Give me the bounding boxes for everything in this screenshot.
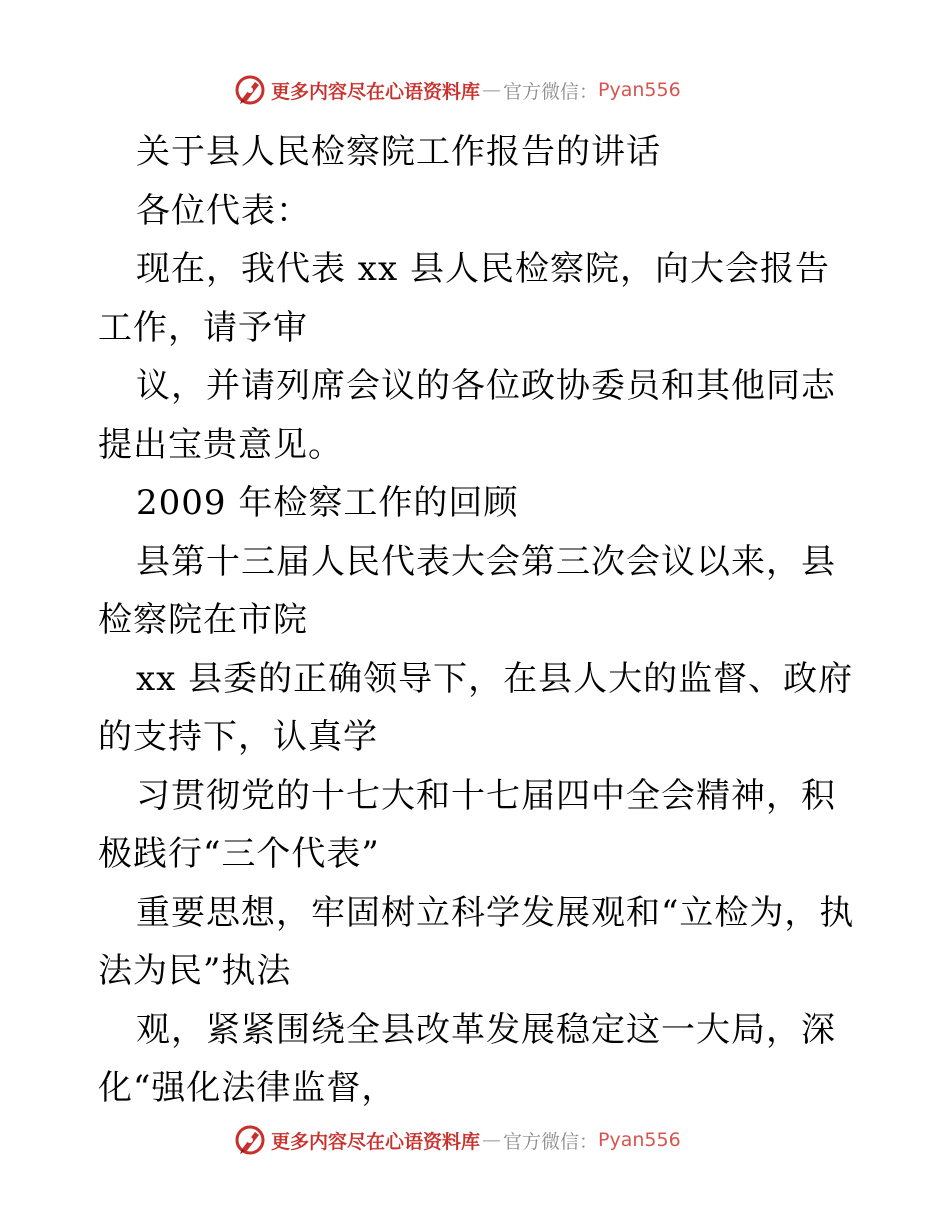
document-paragraph: xx 县委的正确领导下，在县人大的监督、政府的支持下，认真学 xyxy=(98,658,854,757)
banner-main-text: 更多内容尽在心语资料库 xyxy=(271,1130,481,1153)
banner-sub-text: 官方微信： xyxy=(503,1130,599,1153)
pen-circle-logo-icon xyxy=(233,1123,267,1157)
document-paragraph: 重要思想，牢固树立科学发展观和“立检为，执法为民”执法 xyxy=(98,892,855,991)
document-paragraph: 议，并请列席会议的各位政协委员和其他同志提出宝贵意见。 xyxy=(98,366,836,465)
footer-banner xyxy=(233,1120,681,1160)
document-paragraph: 习贯彻党的十七大和十七届四中全会精神，积极践行“三个代表” xyxy=(98,775,836,874)
document-paragraph: 2009 年检察工作的回顾 xyxy=(136,483,519,523)
document-title: 关于县人民检察院工作报告的讲话 xyxy=(136,132,661,172)
document-paragraph: 县第十三届人民代表大会第三次会议以来，县检察院在市院 xyxy=(98,541,836,640)
banner-main-text: 更多内容尽在心语资料库 xyxy=(271,80,481,103)
banner-dash: — xyxy=(482,79,502,101)
document-paragraph: 观，紧紧围绕全县改革发展稳定这一大局，深化“强化法律监督， xyxy=(98,1009,836,1108)
document-paragraph: 现在，我代表 xx 县人民检察院，向大会报告工作，请予审 xyxy=(98,249,830,348)
header-banner xyxy=(233,70,681,110)
pen-circle-logo-icon xyxy=(233,73,267,107)
document-paragraph: 各位代表： xyxy=(136,190,311,231)
banner-sub-text: 官方微信： xyxy=(503,80,599,103)
document-body xyxy=(98,123,858,1118)
banner-wechat-id: Pyan556 xyxy=(598,79,681,101)
banner-wechat-id: Pyan556 xyxy=(598,1129,681,1151)
banner-dash: — xyxy=(482,1129,502,1151)
